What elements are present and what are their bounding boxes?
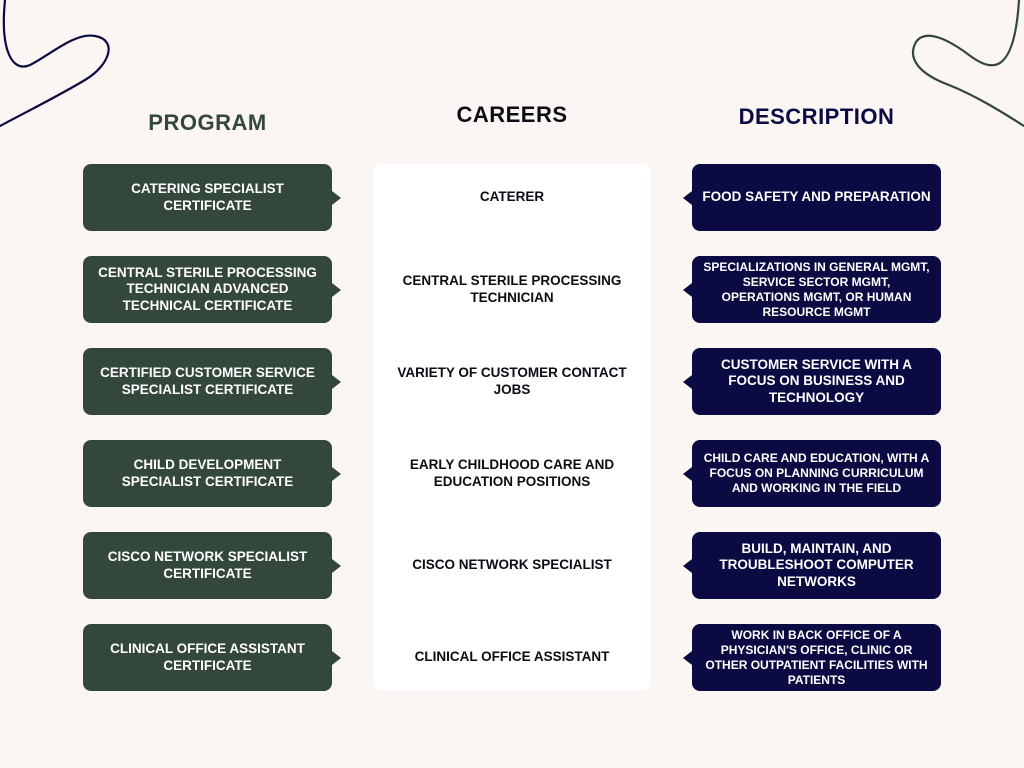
career-label: CLINICAL OFFICE ASSISTANT xyxy=(414,649,610,665)
career-label: CATERER xyxy=(479,189,545,205)
description-box: CHILD CARE AND EDUCATION, WITH A FOCUS ON PLANNING CURRICULUM AND WORKING IN THE FIELD xyxy=(692,440,941,507)
career-label: CENTRAL STERILE PROCESSING TECHNICIAN xyxy=(402,272,622,305)
program-box: CERTIFIED CUSTOMER SERVICE SPECIALIST CERTIFICATE xyxy=(83,348,332,415)
description-box: FOOD SAFETY AND PREPARATION xyxy=(692,164,941,231)
career-label: CISCO NETWORK SPECIALIST xyxy=(412,557,612,573)
program-box: CLINICAL OFFICE ASSISTANT CERTIFICATE xyxy=(83,624,332,691)
careers-header: CAREERS xyxy=(456,102,568,127)
career-label: EARLY CHILDHOOD CARE AND EDUCATION POSITIONS xyxy=(409,456,615,489)
description-box: WORK IN BACK OFFICE OF A PHYSICIAN'S OFFICE, CLINIC OR OTHER OUTPATIENT FACILITIES WITH PATIENTS xyxy=(692,624,941,691)
description-box: SPECIALIZATIONS IN GENERAL MGMT, SERVICE SECTOR MGMT, OPERATIONS MGMT, OR HUMAN RESOURCE MGMT xyxy=(692,256,941,323)
description-box: BUILD, MAINTAIN, AND TROUBLESHOOT COMPUTER NETWORKS xyxy=(692,532,941,599)
program-box: CATERING SPECIALIST CERTIFICATE xyxy=(83,164,332,231)
program-box: CENTRAL STERILE PROCESSING TECHNICIAN ADVANCED TECHNICAL CERTIFICATE xyxy=(83,256,332,323)
career-label: VARIETY OF CUSTOMER CONTACT JOBS xyxy=(397,364,627,397)
program-header: PROGRAM xyxy=(148,110,267,135)
description-header: DESCRIPTION xyxy=(738,104,895,129)
description-box: CUSTOMER SERVICE WITH A FOCUS ON BUSINESS AND TECHNOLOGY xyxy=(692,348,941,415)
careers-panel xyxy=(373,164,651,691)
program-box: CHILD DEVELOPMENT SPECIALIST CERTIFICATE xyxy=(83,440,332,507)
program-box: CISCO NETWORK SPECIALIST CERTIFICATE xyxy=(83,532,332,599)
